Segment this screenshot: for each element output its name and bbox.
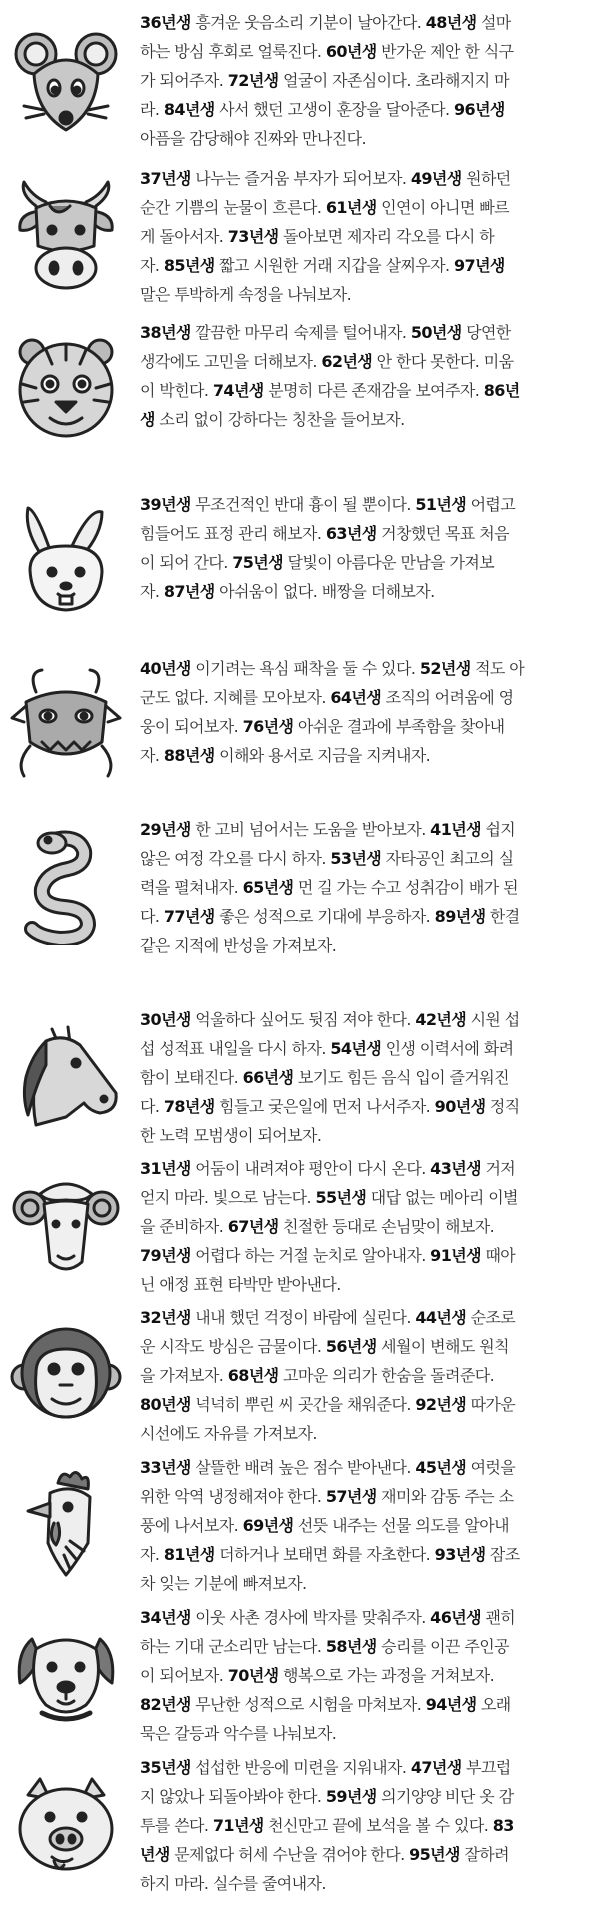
entry-text: 29년생 한 고비 넘어서는 도움을 받아보자. 41년생 쉽지 않은 여정 각오를 다시 하자. 53년생 자타공인 최고의 실 력을 펼쳐내자. 65년생 먼 길 가는 수고 성취감이 배가 된 다. 77년생 좋은 성적으로 기대에 부응하자. 89년생 한결 같은 지적에 반성을 가져보자. bbox=[140, 820, 520, 955]
dog-icon bbox=[6, 1613, 126, 1733]
monkey-icon bbox=[6, 1313, 126, 1433]
tiger-icon bbox=[6, 326, 126, 446]
entry-text: 33년생 살뜰한 배려 높은 점수 받아낸다. 45년생 여럿을 위한 악역 냉정해져야 한다. 57년생 재미와 감동 주는 소 풍에 나서보자. 69년생 선뜻 내주는 선물 의도를 알아내 자. 81년생 더하거나 보태면 화를 자초한다. 93년생 잠조 차 잊는 기분에 빠져보자. bbox=[140, 1458, 520, 1593]
entry-text: 32년생 내내 했던 걱정이 바람에 실린다. 44년생 순조로 운 시작도 방심은 금물이다. 56년생 세월이 변해도 원칙 을 가져보자. 68년생 고마운 의리가 한숨을 돌려준다. 80년생 넉넉히 뿌린 씨 곳간을 채워준다. 92년생 따가운 시선에도 자유를 가져보자. bbox=[140, 1308, 516, 1443]
pig-icon bbox=[6, 1765, 126, 1885]
entry-text: 31년생 어둠이 내려져야 평안이 다시 온다. 43년생 거저 얻지 마라. 빛으로 남는다. 55년생 대답 없는 메아리 이별 을 준비하자. 67년생 친절한 등대로 손님맞이 해보자. 79년생 어렵다 하는 거절 눈치로 알아내자. 91년생 때아 닌 애정 표현 타박만 받아낸다. bbox=[140, 1159, 518, 1294]
sheep-icon bbox=[6, 1164, 126, 1284]
mouse-icon bbox=[6, 22, 126, 142]
entry-text: 35년생 섭섭한 반응에 미련을 지워내자. 47년생 부끄럽 지 않았나 되돌아봐야 한다. 59년생 의기양양 비단 옷 감 투를 쓴다. 71년생 천신만고 끝에 보석을 볼 수 있다. 83 년생 문제없다 허세 수난을 겪어야 한다. 95년생 잘하려 하지 마라. 실수를 줄여내자. bbox=[140, 1758, 514, 1893]
ox-icon bbox=[6, 176, 126, 296]
entry-text: 39년생 무조건적인 반대 흉이 될 뿐이다. 51년생 어렵고 힘들어도 표정 관리 해보자. 63년생 거창했던 목표 처음 이 되어 간다. 75년생 달빛이 아름다운 만남을 가져보 자. 87년생 아쉬움이 없다. 배짱을 더해보자. bbox=[140, 495, 516, 601]
entry-text: 37년생 나누는 즐거움 부자가 되어보자. 49년생 원하던 순간 기쁨의 눈물이 흐른다. 61년생 인연이 아니면 빠르 게 돌아서자. 73년생 돌아보면 제자리 각오를 다시 하 자. 85년생 짧고 시원한 거래 지갑을 살찌우자. 97년생 말은 투박하게 속정을 나눠보자. bbox=[140, 169, 511, 304]
rabbit-icon bbox=[6, 500, 126, 620]
entry-text: 36년생 흥겨운 웃음소리 기분이 날아간다. 48년생 설마 하는 방심 후회로 얼룩진다. 60년생 반가운 제안 한 식구 가 되어주자. 72년생 얼굴이 자존심이다. 초라해지지 마 라. 84년생 사서 했던 고생이 훈장을 달아준다. 96년생 아픔을 감당해야 진짜와 만나진다. bbox=[140, 13, 514, 148]
entry-text: 30년생 억울하다 싶어도 뒷짐 져야 한다. 42년생 시원 섭 섭 성적표 내일을 다시 하자. 54년생 인생 이력서에 화려 함이 보태진다. 66년생 보기도 힘든 음식 입이 즐거워진 다. 78년생 힘들고 궂은일에 먼저 나서주자. 90년생 정직 한 노력 모범생이 되어보자. bbox=[140, 1010, 520, 1145]
entry-text: 40년생 이기려는 욕심 패착을 둘 수 있다. 52년생 적도 아 군도 없다. 지혜를 모아보자. 64년생 조직의 어려움에 영 웅이 되어보자. 76년생 아쉬운 결과에 부족함을 찾아내 자. 88년생 이해와 용서로 지금을 지켜내자. bbox=[140, 659, 525, 765]
snake-icon bbox=[6, 825, 126, 945]
entry-text: 38년생 깔끔한 마무리 숙제를 털어내자. 50년생 당연한 생각에도 고민을 더해보자. 62년생 안 한다 못한다. 미움 이 박힌다. 74년생 분명히 다른 존재감을 보여주자. 86년 생 소리 없이 강하다는 칭찬을 들어보자. bbox=[140, 323, 520, 429]
dragon-icon bbox=[6, 662, 126, 782]
rooster-icon bbox=[6, 1463, 126, 1583]
entry-text: 34년생 이웃 사촌 경사에 박자를 맞춰주자. 46년생 괜히 하는 기대 군소리만 남는다. 58년생 승리를 이끈 주인공 이 되어보자. 70년생 행복으로 가는 과정을 거쳐보자. 82년생 무난한 성적으로 시험을 마쳐보자. 94년생 오래 묵은 갈등과 악수를 나눠보자. bbox=[140, 1608, 516, 1743]
horse-icon bbox=[6, 1015, 126, 1135]
